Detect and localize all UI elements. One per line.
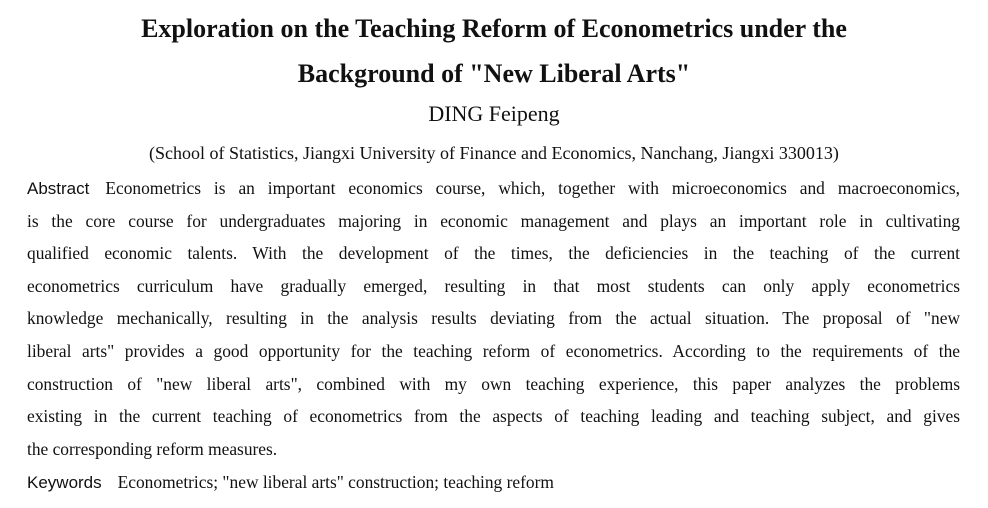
abstract: [27, 175, 960, 468]
affiliation: (School of Statistics, Jiangxi University of Finance and Economics, Nanchang, Jiangxi 330013): [149, 143, 839, 163]
author: DING Feipeng: [428, 101, 560, 126]
abstract-line: [27, 175, 960, 208]
abstract-line: construction of "new liberal arts", combined with my own teaching experience, this paper analyzes the problems: [27, 373, 960, 394]
abstract-text: Econometrics is an important economics course, which, together with microeconomics and macroeconomics,: [105, 178, 960, 198]
abstract-line: the corresponding reform measures.: [27, 438, 278, 459]
abstract-line: existing in the current teaching of econometrics from the aspects of teaching leading and teaching subject, and gives: [27, 406, 960, 427]
abstract-label: Abstract: [27, 179, 90, 198]
abstract-line: econometrics curriculum have gradually emerged, resulting in that most students can only apply econometrics: [27, 275, 960, 296]
keywords-text: Econometrics; "new liberal arts" construction; teaching reform: [117, 472, 554, 492]
keywords-label: Keywords: [27, 473, 102, 492]
abstract-line: qualified economic talents. With the development of the times, the deficiencies in the teaching of the current: [27, 243, 960, 264]
keywords: [27, 469, 554, 496]
abstract-line: liberal arts" provides a good opportunity for the teaching reform of econometrics. According to the requirements of the: [27, 340, 960, 361]
paper-title-line-1: Exploration on the Teaching Reform of Econometrics under the: [141, 14, 847, 43]
paper-title-line-2: Background of "New Liberal Arts": [297, 59, 691, 88]
abstract-line: is the core course for undergraduates majoring in economic management and plays an important role in cultivating: [27, 210, 960, 231]
abstract-line: knowledge mechanically, resulting in the analysis results deviating from the actual situation. The proposal of "new: [27, 308, 960, 329]
